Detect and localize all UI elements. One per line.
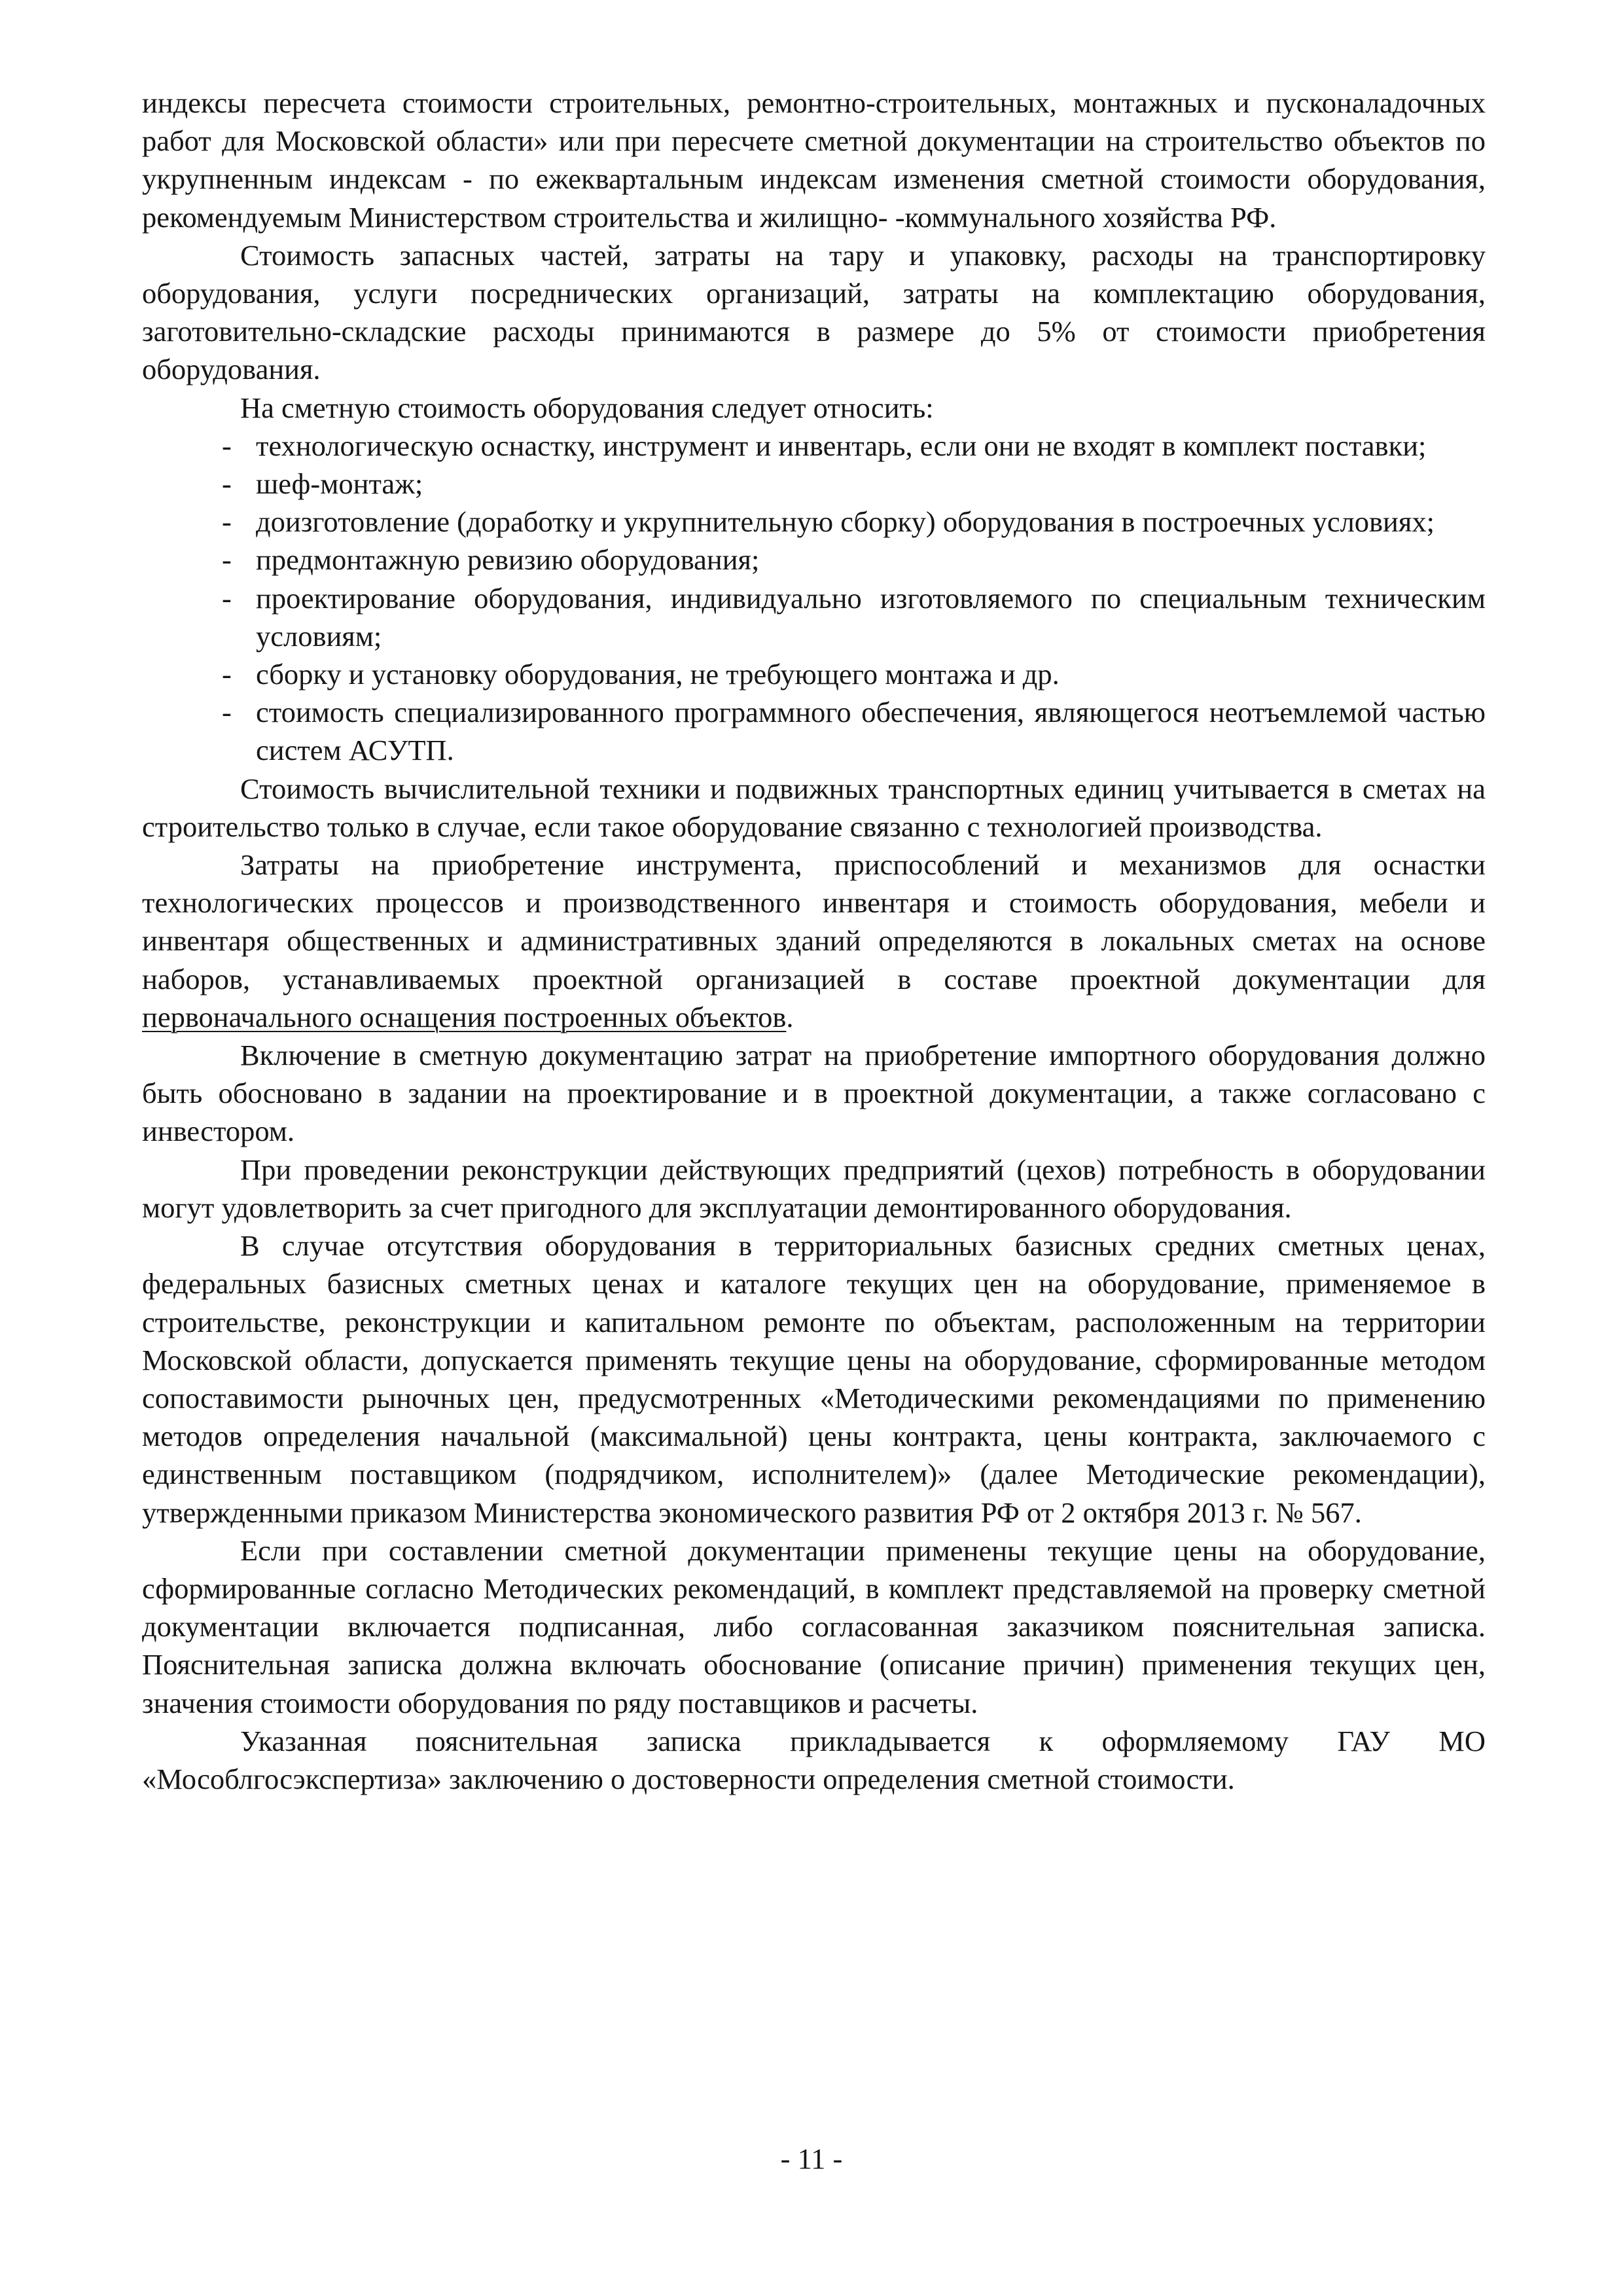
paragraph-list-intro: На сметную стоимость оборудования следует относить: xyxy=(240,391,934,424)
paragraph-current-prices: Если при составлении сметной документации применены текущие цены на оборудование, сформированные согласно Методических рекомендаций, в комплект представляемой на проверку сметной документации включается подписанная, либо согласованная заказчиком пояснительная записка. Пояснительная записка должна включать обоснование (описание причин) применения текущих цен, значения стоимости оборудования по ряду поставщиков и расчеты. xyxy=(142,1534,1486,1719)
paragraph-text: Затраты на приобретение инструмента, приспособлений и механизмов для оснастки технологических процессов и производственного инвентаря и стоимость оборудования, мебели и инвентаря общественных и административных зданий определяются в локальных сметах на основе наборов, устанавливаемых проектной организацией в составе проектной документации для xyxy=(142,848,1486,996)
paragraph-imported-equipment: Включение в сметную документацию затрат на приобретение импортного оборудования должно быть обосновано в задании на проектирование и в проектной документации, а также согласовано с инвестором. xyxy=(142,1039,1486,1148)
list-dash: - xyxy=(222,505,232,539)
list-dash: - xyxy=(222,696,232,729)
list-item xyxy=(142,427,1486,465)
list-item-text: проектирование оборудования, индивидуально изготовляемого по специальным техническим условиям; xyxy=(256,581,1486,653)
list-item-text: доизготовление (доработку и укрупнительную сборку) оборудования в построечных условиях; xyxy=(256,505,1435,539)
list-dash: - xyxy=(222,429,232,462)
list-item-text: стоимость специализированного программного обеспечения, являющегося неотъемлемой частью систем АСУТП. xyxy=(256,696,1486,767)
list-item xyxy=(142,579,1486,655)
list-item-text: шеф-монтаж; xyxy=(256,467,423,501)
document-page xyxy=(142,84,1486,1798)
list-item-text: предмонтажную ревизию оборудования; xyxy=(256,543,760,577)
list-item xyxy=(142,655,1486,693)
list-dash: - xyxy=(222,467,232,501)
paragraph-spare-parts: Стоимость запасных частей, затраты на тару и упаковку, расходы на транспортировку оборудования, услуги посреднических организаций, затраты на комплектацию оборудования, заготовительно-складские расходы принимаются в размере до 5% от стоимости приобретения оборудования. xyxy=(142,238,1486,386)
initial-equipping-link[interactable]: первоначального оснащения построенных объектов xyxy=(142,1000,787,1033)
list-dash: - xyxy=(222,658,232,691)
paragraph-computing-equipment: Стоимость вычислительной техники и подвижных транспортных единиц учитывается в сметах на строительство только в случае, если такое оборудование связанно с технологией производства. xyxy=(142,772,1486,843)
list-item-text: технологическую оснастку, инструмент и инвентарь, если они не входят в комплект поставки; xyxy=(256,429,1427,462)
paragraph-text: . xyxy=(786,1000,794,1033)
list-dash: - xyxy=(222,543,232,577)
paragraph-tools-costs xyxy=(142,846,1486,1036)
cost-items-list xyxy=(142,427,1486,770)
page-number: - 11 - xyxy=(780,2142,843,2175)
list-item-text: сборку и установку оборудования, не требующего монтажа и др. xyxy=(256,658,1060,691)
list-item xyxy=(142,541,1486,579)
list-item xyxy=(142,693,1486,769)
list-item xyxy=(142,503,1486,541)
paragraph-missing-prices: В случае отсутствия оборудования в территориальных базисных средних сметных ценах, федеральных базисных сметных ценах и каталоге текущих цен на оборудование, применяемое в строительстве, реконструкции и капитальном ремонте по объектам, расположенным на территории Московской области, допускается применять текущие цены на оборудование, сформированные методом сопоставимости рыночных цен, предусмотренных «Методическими рекомендациями по применению методов определения начальной (максимальной) цены контракта, цены контракта, заключаемого с единственным поставщиком (подрядчиком, исполнителем)» (далее Методические рекомендации), утвержденными приказом Министерства экономического развития РФ от 2 октября 2013 г. № 567. xyxy=(142,1229,1486,1529)
list-item xyxy=(142,465,1486,503)
paragraph-reconstruction: При проведении реконструкции действующих предприятий (цехов) потребность в оборудовании могут удовлетворить за счет пригодного для эксплуатации демонтированного оборудования. xyxy=(142,1153,1486,1224)
paragraph-explanatory-note: Указанная пояснительная записка прикладывается к оформляемому ГАУ МО «Мособлгосэкспертиза» заключению о достоверности определения сметной стоимости. xyxy=(142,1724,1486,1795)
list-dash: - xyxy=(222,581,232,615)
paragraph-indexes: индексы пересчета стоимости строительных, ремонтно-строительных, монтажных и пусконаладочных работ для Московской области» или при пересчете сметной документации на строительство объектов по укрупненным индексам - по ежеквартальным индексам изменения сметной стоимости оборудования, рекомендуемым Министерством строительства и жилищно- -коммунального хозяйства РФ. xyxy=(142,86,1486,234)
